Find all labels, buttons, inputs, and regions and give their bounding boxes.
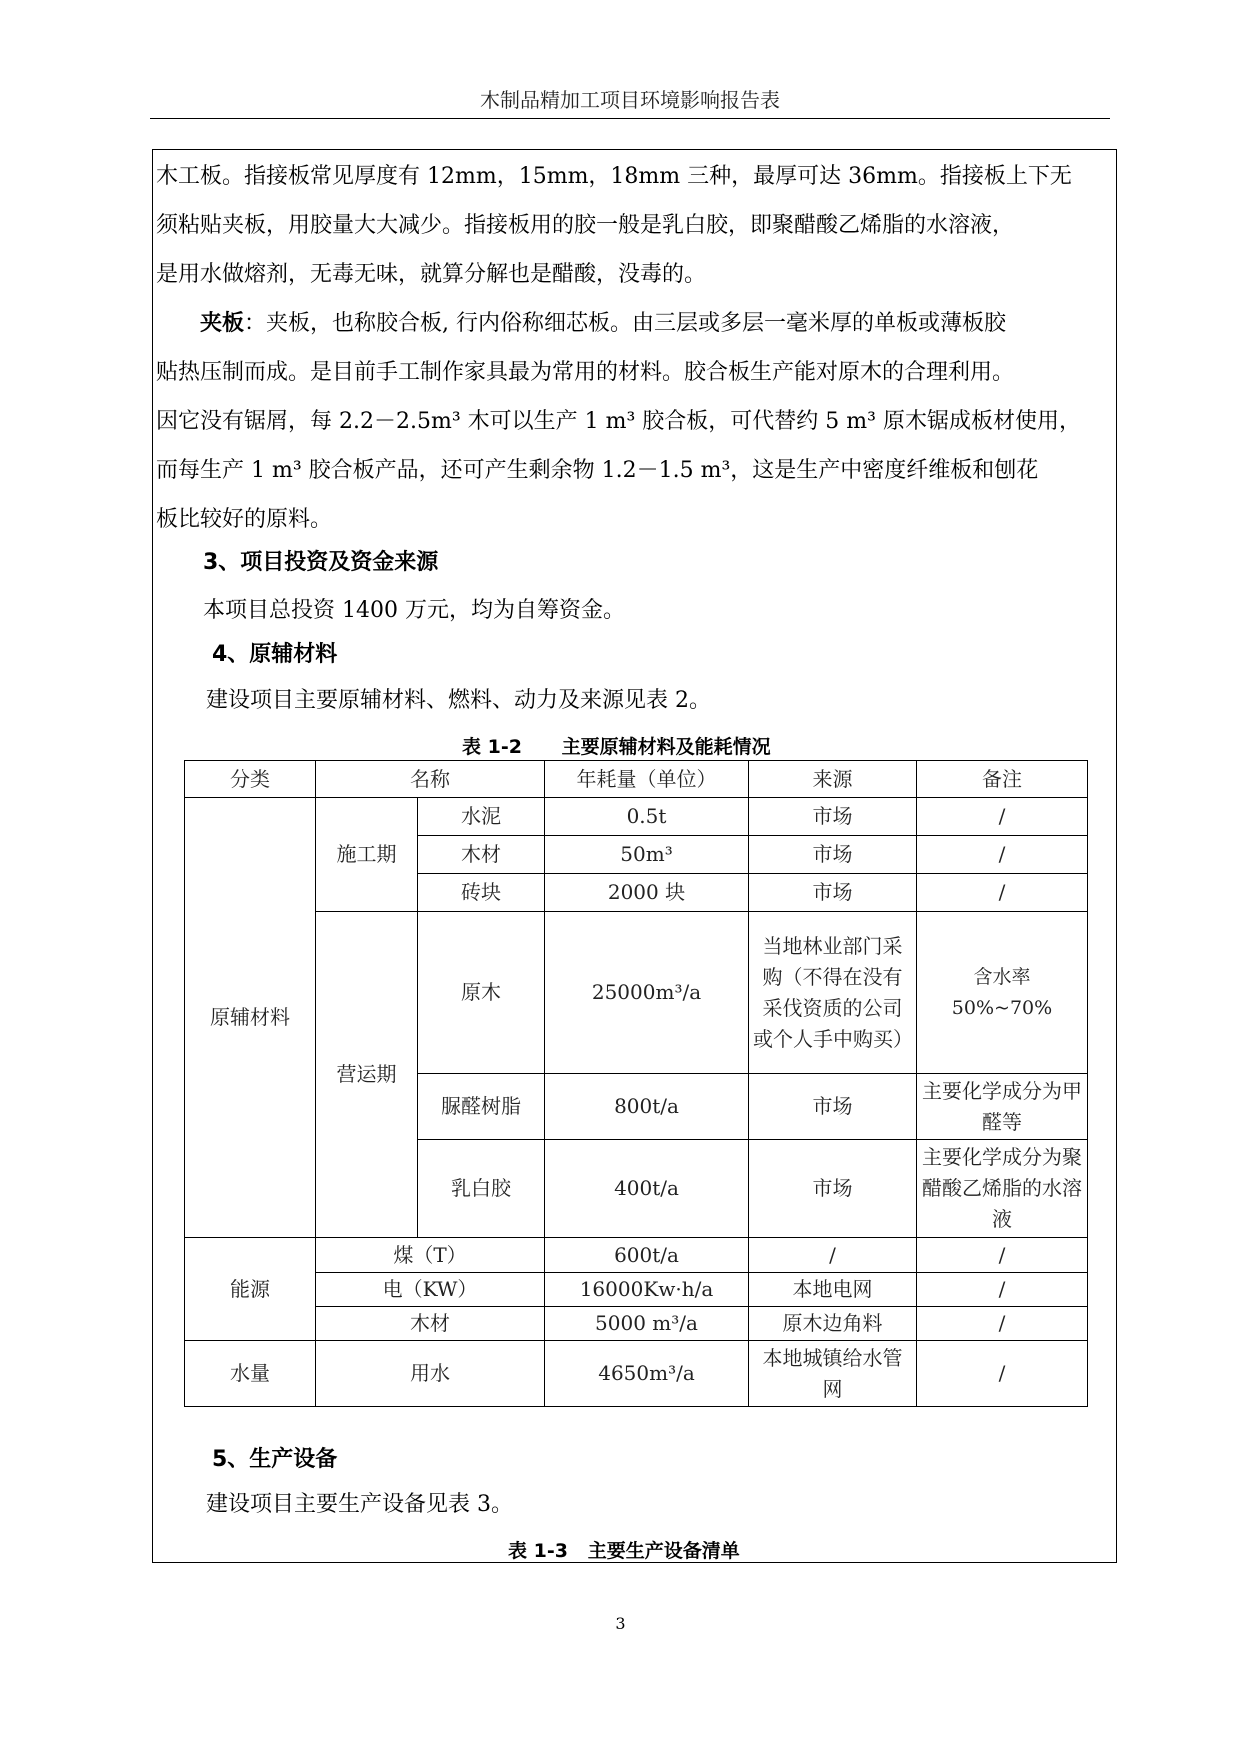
item-source-cell: 市场: [749, 1074, 917, 1140]
item-name-cell: 用水: [316, 1341, 545, 1407]
item-source-cell: 市场: [749, 798, 917, 836]
item-qty-cell: 16000Kw·h/a: [545, 1273, 749, 1307]
col-header-source: 来源: [749, 761, 917, 798]
plywood-term: 夹板: [200, 311, 245, 336]
col-header-annual-consumption: 年耗量（单位）: [545, 761, 749, 798]
table-row: [185, 912, 1088, 1074]
item-source-cell: 市场: [749, 836, 917, 874]
table-row: [185, 1307, 1088, 1341]
paragraph-line: 而每生产 1 m³ 胶合板产品，还可产生剩余物 1.2－1.5 m³，这是生产中密度纤维板和刨花: [156, 458, 1039, 483]
item-note-cell: /: [917, 798, 1088, 836]
item-name-cell: 脲醛树脂: [418, 1074, 545, 1140]
paragraph-line: 板比较好的原料。: [156, 507, 333, 532]
section-3-heading: 3、项目投资及资金来源: [203, 550, 439, 575]
phase-construction-cell: 施工期: [316, 798, 418, 912]
paragraph-line: 须粘贴夹板，用胶量大大减少。指接板用的胶一般是乳白胶，即聚醋酸乙烯脂的水溶液，: [156, 213, 1015, 238]
item-source-cell: 市场: [749, 1140, 917, 1238]
header-rule: [150, 118, 1110, 119]
document-header-title: 木制品精加工项目环境影响报告表: [480, 88, 780, 112]
item-qty-cell: 4650m³/a: [545, 1341, 749, 1407]
item-qty-cell: 25000m³/a: [545, 912, 749, 1074]
item-source-cell: 本地城镇给水管网: [749, 1341, 917, 1407]
table-row: [185, 1238, 1088, 1273]
plywood-definition: ：夹板，也称胶合板, 行内俗称细芯板。由三层或多层一毫米厚的单板或薄板胶: [244, 311, 1007, 336]
paragraph-line: 因它没有锯屑，每 2.2－2.5m³ 木可以生产 1 m³ 胶合板，可代替约 5 m³ 原木锯成板材使用，: [156, 409, 1081, 434]
item-note-cell: /: [917, 836, 1088, 874]
paragraph-line: 是用水做熔剂，无毒无味，就算分解也是醋酸，没毒的。: [156, 262, 707, 287]
item-note-cell: 主要化学成分为甲醛等: [917, 1074, 1088, 1140]
item-qty-cell: 400t/a: [545, 1140, 749, 1238]
item-qty-cell: 0.5t: [545, 798, 749, 836]
item-source-cell: /: [749, 1238, 917, 1273]
item-qty-cell: 5000 m³/a: [545, 1307, 749, 1341]
item-note-cell: 主要化学成分为聚醋酸乙烯脂的水溶液: [917, 1140, 1088, 1238]
section-4-heading: 4、原辅材料: [212, 642, 338, 667]
table-header-row: [185, 761, 1088, 798]
paragraph-line: 木工板。指接板常见厚度有 12mm，15mm，18mm 三种，最厚可达 36mm。指接板上下无: [156, 164, 1072, 189]
table-1-3-caption: 表 1-3 主要生产设备清单: [508, 1540, 740, 1562]
table-row: [185, 1341, 1088, 1407]
section-3-text: 本项目总投资 1400 万元，均为自筹资金。: [203, 598, 625, 623]
table-1-2-caption: 表 1-2 主要原辅材料及能耗情况: [462, 736, 771, 758]
item-note-cell: /: [917, 1238, 1088, 1273]
item-name-cell: 乳白胶: [418, 1140, 545, 1238]
item-note-cell: /: [917, 1307, 1088, 1341]
section-5-text: 建设项目主要生产设备见表 3。: [206, 1492, 513, 1517]
category-energy-cell: 能源: [185, 1238, 316, 1341]
materials-energy-table: [184, 760, 1088, 1407]
item-source-cell: 本地电网: [749, 1273, 917, 1307]
col-header-remarks: 备注: [917, 761, 1088, 798]
item-name-cell: 木材: [316, 1307, 545, 1341]
item-qty-cell: 600t/a: [545, 1238, 749, 1273]
item-source-cell: 当地林业部门采购（不得在没有采伐资质的公司或个人手中购买）: [749, 912, 917, 1074]
paragraph-line: 贴热压制而成。是目前手工制作家具最为常用的材料。胶合板生产能对原木的合理利用。: [156, 360, 1015, 385]
plywood-paragraph-first-line: [156, 301, 1114, 346]
item-note-cell: /: [917, 1341, 1088, 1407]
item-note-cell: /: [917, 874, 1088, 912]
item-qty-cell: 2000 块: [545, 874, 749, 912]
section-5-heading: 5、生产设备: [212, 1447, 338, 1472]
category-materials-cell: 原辅材料: [185, 798, 316, 1238]
item-name-cell: 砖块: [418, 874, 545, 912]
category-water-cell: 水量: [185, 1341, 316, 1407]
item-name-cell: 电（KW）: [316, 1273, 545, 1307]
phase-operation-cell: 营运期: [316, 912, 418, 1238]
table-row: [185, 798, 1088, 836]
item-name-cell: 原木: [418, 912, 545, 1074]
table-row: [185, 1273, 1088, 1307]
section-4-text: 建设项目主要原辅材料、燃料、动力及来源见表 2。: [206, 688, 711, 713]
page-number: 3: [615, 1614, 626, 1633]
item-name-cell: 木材: [418, 836, 545, 874]
item-qty-cell: 50m³: [545, 836, 749, 874]
item-qty-cell: 800t/a: [545, 1074, 749, 1140]
item-name-cell: 水泥: [418, 798, 545, 836]
col-header-category: 分类: [185, 761, 316, 798]
item-source-cell: 市场: [749, 874, 917, 912]
col-header-name: 名称: [316, 761, 545, 798]
item-name-cell: 煤（T）: [316, 1238, 545, 1273]
item-source-cell: 原木边角料: [749, 1307, 917, 1341]
item-note-cell: 含水率 50%~70%: [917, 912, 1088, 1074]
item-note-cell: /: [917, 1273, 1088, 1307]
